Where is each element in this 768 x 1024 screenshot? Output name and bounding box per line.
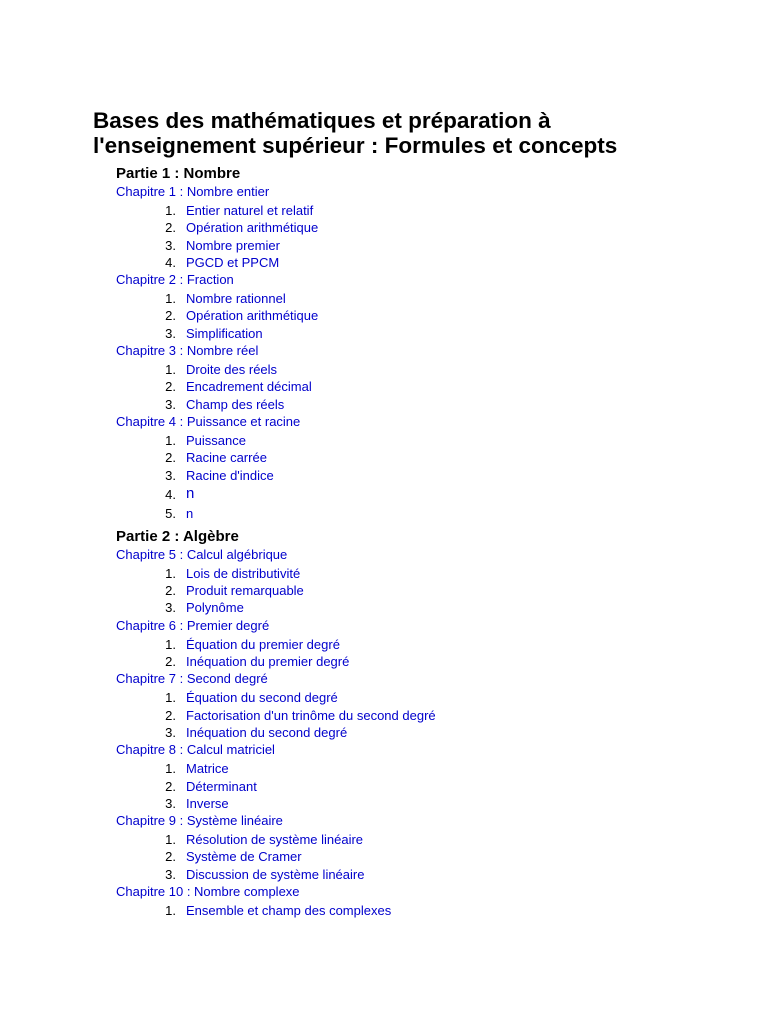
- item-link[interactable]: Simplification: [186, 325, 263, 341]
- chapter-6-items: [93, 636, 733, 671]
- list-item: [93, 361, 733, 378]
- list-item: [93, 778, 733, 795]
- list-item: [93, 202, 733, 219]
- item-link[interactable]: Racine carrée: [186, 450, 267, 466]
- item-number: 3.: [165, 795, 176, 811]
- item-number: 2.: [165, 220, 176, 236]
- item-number: 2.: [165, 707, 176, 723]
- item-link[interactable]: Opération arithmétique: [186, 220, 319, 236]
- list-item: [93, 848, 733, 865]
- chapter-link-7[interactable]: Chapitre 7 : Second degré: [116, 671, 268, 687]
- chapter-link-9[interactable]: Chapitre 9 : Système linéaire: [116, 813, 283, 829]
- item-link[interactable]: n: [186, 505, 194, 521]
- list-item: [93, 831, 733, 848]
- document-title-line-1: Bases des mathématiques et préparation à: [93, 108, 551, 133]
- list-item: [93, 325, 733, 342]
- list-item: [93, 505, 733, 522]
- chapter-5-items: [93, 565, 733, 617]
- item-number: 5.: [165, 505, 176, 521]
- chapter-9-items: [93, 831, 733, 883]
- item-number: 3.: [165, 237, 176, 253]
- item-number: 1.: [165, 903, 176, 919]
- item-link[interactable]: Nombre premier: [186, 237, 280, 253]
- list-item: [93, 565, 733, 582]
- document-title-line-2: l'enseignement supérieur : Formules et concepts: [93, 133, 618, 158]
- item-number: 3.: [165, 600, 176, 616]
- item-number: 4.: [165, 486, 176, 502]
- list-item: [93, 396, 733, 413]
- item-number: 2.: [165, 450, 176, 466]
- item-link[interactable]: Discussion de système linéaire: [186, 866, 365, 882]
- item-link[interactable]: Ensemble et champ des complexes: [186, 903, 392, 919]
- list-item: [93, 707, 733, 724]
- item-link[interactable]: PGCD et PPCM: [186, 254, 280, 270]
- list-item: [93, 653, 733, 670]
- document: [93, 108, 733, 919]
- item-number: 2.: [165, 583, 176, 599]
- item-link[interactable]: Équation du premier degré: [186, 636, 340, 652]
- item-number: 1.: [165, 690, 176, 706]
- item-number: 2.: [165, 654, 176, 670]
- chapter-10-items: [93, 902, 733, 919]
- item-link[interactable]: Inéquation du premier degré: [186, 654, 350, 670]
- item-link[interactable]: Droite des réels: [186, 362, 278, 378]
- item-link[interactable]: Puissance: [186, 432, 246, 448]
- list-item: [93, 724, 733, 741]
- list-item: [93, 484, 733, 505]
- list-item: [93, 449, 733, 466]
- chapter-link-1[interactable]: Chapitre 1 : Nombre entier: [116, 184, 270, 199]
- chapter-7-items: [93, 689, 733, 741]
- item-link[interactable]: Factorisation d'un trinôme du second degré: [186, 707, 436, 723]
- item-link[interactable]: Nombre rationnel: [186, 291, 286, 307]
- item-number: 1.: [165, 636, 176, 652]
- list-item: [93, 378, 733, 395]
- item-link[interactable]: Produit remarquable: [186, 583, 304, 599]
- chapter-link-6[interactable]: Chapitre 6 : Premier degré: [116, 617, 270, 633]
- item-link[interactable]: Lois de distributivité: [186, 565, 301, 581]
- list-item: [93, 760, 733, 777]
- item-number: 1.: [165, 432, 176, 448]
- document-title: [93, 108, 733, 158]
- list-item: [93, 219, 733, 236]
- item-number: 2.: [165, 778, 176, 794]
- item-number: 3.: [165, 325, 176, 341]
- chapter-8-items: [93, 760, 733, 812]
- item-number: 1.: [165, 761, 176, 777]
- item-number: 3.: [165, 866, 176, 882]
- list-item: [93, 599, 733, 616]
- item-link[interactable]: Inverse: [186, 795, 229, 811]
- chapter-link-10[interactable]: Chapitre 10 : Nombre complexe: [116, 884, 300, 900]
- item-link[interactable]: Encadrement décimal: [186, 379, 312, 395]
- list-item: [93, 307, 733, 324]
- chapter-3-items: [93, 361, 733, 413]
- chapter-link-3[interactable]: Chapitre 3 : Nombre réel: [116, 343, 259, 359]
- chapter-link-8[interactable]: Chapitre 8 : Calcul matriciel: [116, 742, 275, 758]
- list-item: [93, 689, 733, 706]
- item-link[interactable]: Résolution de système linéaire: [186, 832, 364, 848]
- item-link[interactable]: Équation du second degré: [186, 690, 338, 706]
- item-link[interactable]: Polynôme: [186, 600, 244, 616]
- item-number: 3.: [165, 396, 176, 412]
- item-number: 3.: [165, 724, 176, 740]
- list-item: [93, 432, 733, 449]
- item-number: 2.: [165, 308, 176, 324]
- list-item: [93, 866, 733, 883]
- list-item: [93, 636, 733, 653]
- item-number: 2.: [165, 379, 176, 395]
- list-item: [93, 254, 733, 271]
- item-link[interactable]: Système de Cramer: [186, 849, 302, 865]
- list-item: [93, 902, 733, 919]
- item-link[interactable]: Opération arithmétique: [186, 308, 319, 324]
- item-link[interactable]: Déterminant: [186, 778, 257, 794]
- list-item: [93, 795, 733, 812]
- chapter-link-4[interactable]: Chapitre 4 : Puissance et racine: [116, 413, 301, 429]
- list-item: [93, 582, 733, 599]
- chapter-4-items: [93, 432, 733, 522]
- item-number: 1.: [165, 203, 176, 218]
- part-heading-2: Partie 2 : Algèbre: [116, 527, 239, 545]
- item-number: 3.: [165, 467, 176, 483]
- chapter-2-items: [93, 290, 733, 342]
- item-number: 1.: [165, 565, 176, 581]
- list-item: [93, 467, 733, 484]
- item-number: 2.: [165, 849, 176, 865]
- item-link[interactable]: Inéquation du second degré: [186, 724, 348, 740]
- item-link[interactable]: n: [186, 484, 195, 502]
- item-number: 1.: [165, 362, 176, 378]
- list-item: [93, 237, 733, 254]
- chapter-link-2[interactable]: Chapitre 2 : Fraction: [116, 272, 234, 288]
- list-item: [93, 290, 733, 307]
- chapter-1-items: [93, 202, 733, 271]
- item-number: 1.: [165, 832, 176, 848]
- item-link[interactable]: Entier naturel et relatif: [186, 203, 314, 218]
- chapter-link-5[interactable]: Chapitre 5 : Calcul algébrique: [116, 546, 288, 562]
- item-link[interactable]: Matrice: [186, 761, 229, 777]
- item-link[interactable]: Racine d'indice: [186, 467, 274, 483]
- item-number: 1.: [165, 291, 176, 307]
- item-link[interactable]: Champ des réels: [186, 396, 285, 412]
- part-heading-1: Partie 1 : Nombre: [116, 165, 241, 182]
- item-number: 4.: [165, 254, 176, 270]
